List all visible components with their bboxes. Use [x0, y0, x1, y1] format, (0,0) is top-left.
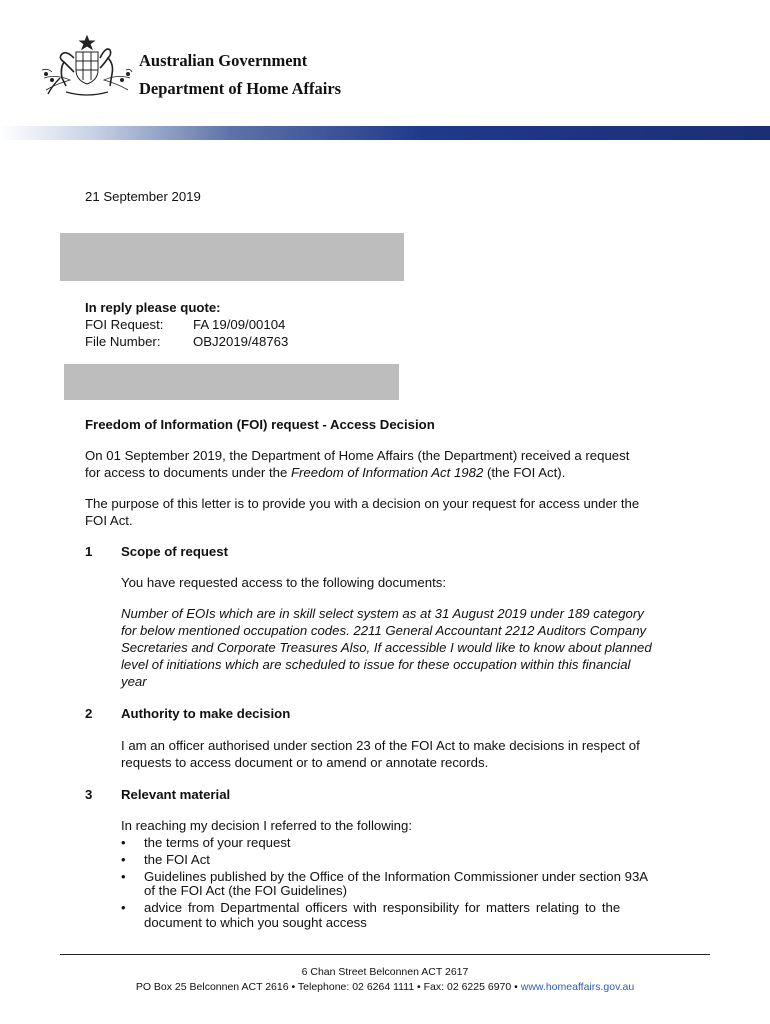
section-3-heading: Relevant material — [121, 787, 231, 802]
footer-po-box: PO Box 25 Belconnen ACT 2616 — [135, 981, 289, 993]
department-name: Department of Home Affairs — [139, 79, 342, 98]
footer-fax: Fax: 02 6225 6970 — [423, 981, 512, 993]
government-name: Australian Government — [139, 51, 308, 70]
bullet-icon: • — [121, 835, 126, 850]
bullet-item-continued: of the FOI Act (the FOI Guidelines) — [144, 883, 348, 898]
letter-date: 21 September 2019 — [85, 189, 201, 204]
footer-divider — [60, 954, 710, 955]
bullet-item: Guidelines published by the Office of the Information Commissioner under section 93A — [144, 869, 649, 884]
scope-quote-line: Number of EOIs which are in skill select system as at 31 August 2019 under 189 category — [121, 606, 644, 621]
redacted-salutation — [64, 364, 399, 400]
section-2-number: 2 — [85, 706, 93, 721]
section-3-number: 3 — [85, 787, 93, 802]
scope-quote-line: year — [121, 674, 147, 689]
reply-quote-heading: In reply please quote: — [85, 300, 221, 315]
bullet-item: the FOI Act — [144, 852, 210, 867]
act-title: Freedom of Information Act 1982 — [290, 465, 484, 480]
section-1-heading: Scope of request — [121, 544, 228, 559]
scope-quote-line: level of initiations which are scheduled to issue for these occupation within this financial — [121, 657, 631, 672]
intro-line-1: On 01 September 2019, the Department of Home Affairs (the Department) received a request — [85, 448, 630, 463]
letter-subject: Freedom of Information (FOI) request - Access Decision — [85, 417, 435, 432]
bullet-icon: • — [121, 852, 126, 867]
section-1-number: 1 — [85, 544, 93, 559]
file-number-value: OBJ2019/48763 — [193, 334, 289, 349]
bullet-item-continued: document to which you sought access — [144, 915, 367, 930]
footer-street-address: 6 Chan Street Belconnen ACT 2617 — [301, 966, 469, 978]
redacted-recipient-block — [60, 233, 404, 281]
foi-request-label: FOI Request: — [85, 317, 164, 332]
section-1-body: You have requested access to the following documents: — [121, 575, 447, 590]
footer-website-link[interactable]: www.homeaffairs.gov.au — [520, 981, 635, 993]
section-2-body-line: requests to access document or to amend or annotate records. — [121, 755, 489, 770]
foi-request-value: FA 19/09/00104 — [193, 317, 286, 332]
footer-telephone: Telephone: 02 6264 1111 — [297, 981, 415, 993]
footer-contact-line: PO Box 25 Belconnen ACT 2616 • Telephone: 02 6264 1111 • Fax: 02 6225 6970 • www.homeaffairs.gov.au — [135, 981, 635, 993]
purpose-line-2: FOI Act. — [85, 513, 133, 528]
file-number-label: File Number: — [85, 334, 161, 349]
bullet-item: advice from Departmental officers with responsibility for matters relating to the — [144, 900, 621, 915]
bullet-item: the terms of your request — [144, 835, 291, 850]
section-2-heading: Authority to make decision — [121, 706, 291, 721]
coat-of-arms-logo — [40, 34, 134, 100]
bullet-icon: • — [121, 900, 126, 915]
intro-line-2: for access to documents under the Freedom of Information Act 1982 (the FOI Act). — [85, 465, 566, 480]
letterhead-band — [0, 126, 770, 140]
bullet-icon: • — [121, 869, 126, 884]
section-2-body-line: I am an officer authorised under section 23 of the FOI Act to make decisions in respect of — [121, 738, 640, 753]
scope-quote-line: Secretaries and Corporate Treasures Also, If accessible I would like to know about planned — [121, 640, 652, 655]
scope-quote-line: for below mentioned occupation codes. 2211 General Accountant 2212 Auditors Company — [121, 623, 647, 638]
section-3-body: In reaching my decision I referred to the following: — [121, 818, 413, 833]
purpose-line-1: The purpose of this letter is to provide you with a decision on your request for access under the — [85, 496, 640, 511]
